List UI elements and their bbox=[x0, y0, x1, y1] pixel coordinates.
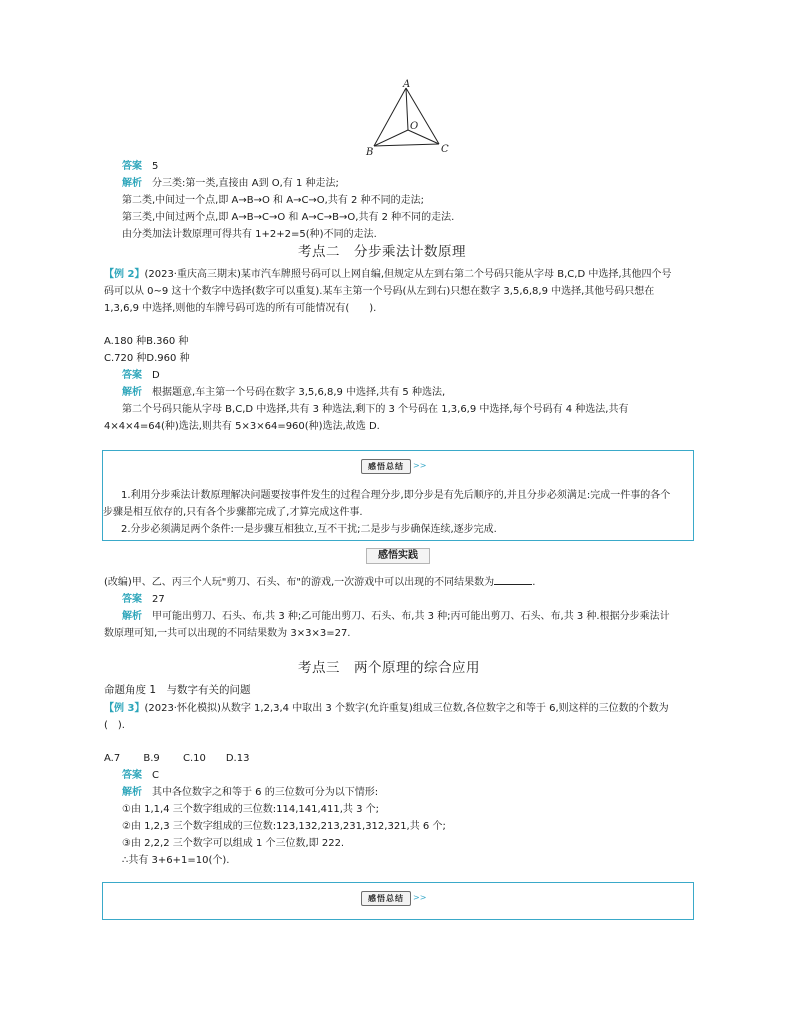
example-3-line1: 【例 3】(2023·怀化模拟)从数字 1,2,3,4 中取出 3 个数字(允许重复)组成三位数,各位数字之和等于 6,则这样的三位数的个数为 bbox=[104, 703, 669, 714]
analysis-line: 4×4×4=64(种)选法,则共有 5×3×64=960(种)选法,故选 D. bbox=[104, 421, 380, 432]
analysis-label: 解析 bbox=[122, 387, 142, 398]
analysis-row-1 bbox=[122, 174, 339, 189]
example-2-line2: 码可以从 0~9 这十个数字中选择(数字可以重复).某车主第一个号码(从左到右)只想在数字 3,5,6,8,9 中选择,其他号码只想在 bbox=[104, 286, 655, 297]
double-chevron-icon: >> bbox=[413, 461, 427, 470]
analysis-line: 由分类加法计数原理可得共有 1+2+2=5(种)不同的走法. bbox=[122, 229, 377, 240]
summary-text: 2.分步必须满足两个条件:一是步骤互相独立,互不干扰;二是步与步确保连续,逐步完成. bbox=[121, 524, 497, 535]
answer-value: D bbox=[152, 370, 160, 381]
example-3-line2: ( ). bbox=[104, 720, 125, 731]
analysis-line: ③由 2,2,2 三个数字可以组成 1 个三位数,即 222. bbox=[122, 838, 345, 849]
example-tag: 【例 3】 bbox=[104, 703, 145, 714]
summary-box-2 bbox=[102, 882, 694, 920]
vertex-c-label: C bbox=[441, 144, 449, 155]
answer-value: 5 bbox=[152, 161, 159, 172]
vertex-o-label: O bbox=[410, 121, 419, 132]
analysis-row-4: 解析 其中各位数字之和等于 6 的三位数可分为以下情形: bbox=[122, 783, 378, 798]
vertex-b-label: B bbox=[366, 147, 374, 158]
example-2-line3: 1,3,6,9 中选择,则他的车牌号码可选的所有可能情况有( ). bbox=[104, 303, 377, 314]
analysis-line: 第二类,中间过一个点,即 A→B→O 和 A→C→O,共有 2 种不同的走法; bbox=[122, 195, 424, 206]
vertex-a-label: A bbox=[403, 79, 411, 90]
analysis-label: 解析 bbox=[122, 787, 142, 798]
answer-label: 答案 bbox=[122, 370, 142, 381]
analysis-line: ∴共有 3+6+1=10(个). bbox=[122, 855, 230, 866]
option-line: C.720 种D.960 种 bbox=[104, 353, 190, 364]
answer-label: 答案 bbox=[122, 770, 142, 781]
triangle-figure bbox=[362, 78, 462, 160]
options-line: A.7 B.9 C.10 D.13 bbox=[104, 753, 250, 764]
answer-blank bbox=[494, 575, 532, 585]
answer-row-1 bbox=[122, 157, 158, 172]
analysis-line: 第二个号码只能从字母 B,C,D 中选择,共有 3 种选法,剩下的 3 个号码在 1,3,6,9 中选择,每个号码有 4 种选法,共有 bbox=[122, 404, 629, 415]
section-title-3: 考点三 两个原理的综合应用 bbox=[298, 660, 480, 676]
option-line: A.180 种B.360 种 bbox=[104, 336, 189, 347]
angle-title: 命题角度 1 与数字有关的问题 bbox=[104, 684, 251, 696]
example-tag: 【例 2】 bbox=[104, 269, 145, 280]
summary-tag: 感悟总结 bbox=[361, 891, 411, 906]
analysis-line: 数原理可知,一共可以出现的不同结果数为 3×3×3=27. bbox=[104, 628, 351, 639]
answer-label: 答案 bbox=[122, 161, 142, 172]
analysis-line: ②由 1,2,3 三个数字组成的三位数:123,132,213,231,312,321,共 6 个; bbox=[122, 821, 446, 832]
summary-text: 步骤是相互依存的,只有各个步骤都完成了,才算完成这件事. bbox=[103, 507, 363, 518]
practice-question: (改编)甲、乙、丙三个人玩"剪刀、石头、布"的游戏,一次游戏中可以出现的不同结果数为 . bbox=[104, 577, 536, 588]
analysis-label: 解析 bbox=[122, 178, 142, 189]
summary-box-1 bbox=[102, 450, 694, 541]
summary-text: 1.利用分步乘法计数原理解决问题要按事件发生的过程合理分步,即分步是有先后顺序的,并且分步必须满足:完成一件事的各个 bbox=[121, 490, 671, 501]
answer-value: 27 bbox=[152, 594, 165, 605]
summary-tag: 感悟总结 bbox=[361, 459, 411, 474]
section-title-2: 考点二 分步乘法计数原理 bbox=[298, 244, 466, 260]
answer-row-2 bbox=[122, 366, 160, 381]
analysis-row-3: 解析 甲可能出剪刀、石头、布,共 3 种;乙可能出剪刀、石头、布,共 3 种;丙可能出剪刀、石头、布,共 3 种.根据分步乘法计 bbox=[122, 607, 670, 622]
answer-row-3 bbox=[122, 590, 165, 605]
analysis-line: 第三类,中间过两个点,即 A→B→C→O 和 A→C→B→O,共有 2 种不同的走法. bbox=[122, 212, 455, 223]
analysis-row-2: 解析 根据题意,车主第一个号码在数字 3,5,6,8,9 中选择,共有 5 种选法, bbox=[122, 383, 445, 398]
answer-label: 答案 bbox=[122, 594, 142, 605]
practice-tag: 感悟实践 bbox=[366, 548, 430, 564]
answer-value: C bbox=[152, 770, 159, 781]
example-2-line1: 【例 2】(2023·重庆高三期末)某市汽车牌照号码可以上网自编,但规定从左到右第二个号码只能从字母 B,C,D 中选择,其他四个号 bbox=[104, 269, 672, 280]
analysis-line: ①由 1,1,4 三个数字组成的三位数:114,141,411,共 3 个; bbox=[122, 804, 380, 815]
analysis-label: 解析 bbox=[122, 611, 142, 622]
analysis-text: 分三类:第一类,直接由 A到 O,有 1 种走法; bbox=[152, 178, 339, 189]
answer-row-4 bbox=[122, 766, 159, 781]
double-chevron-icon: >> bbox=[413, 893, 427, 902]
